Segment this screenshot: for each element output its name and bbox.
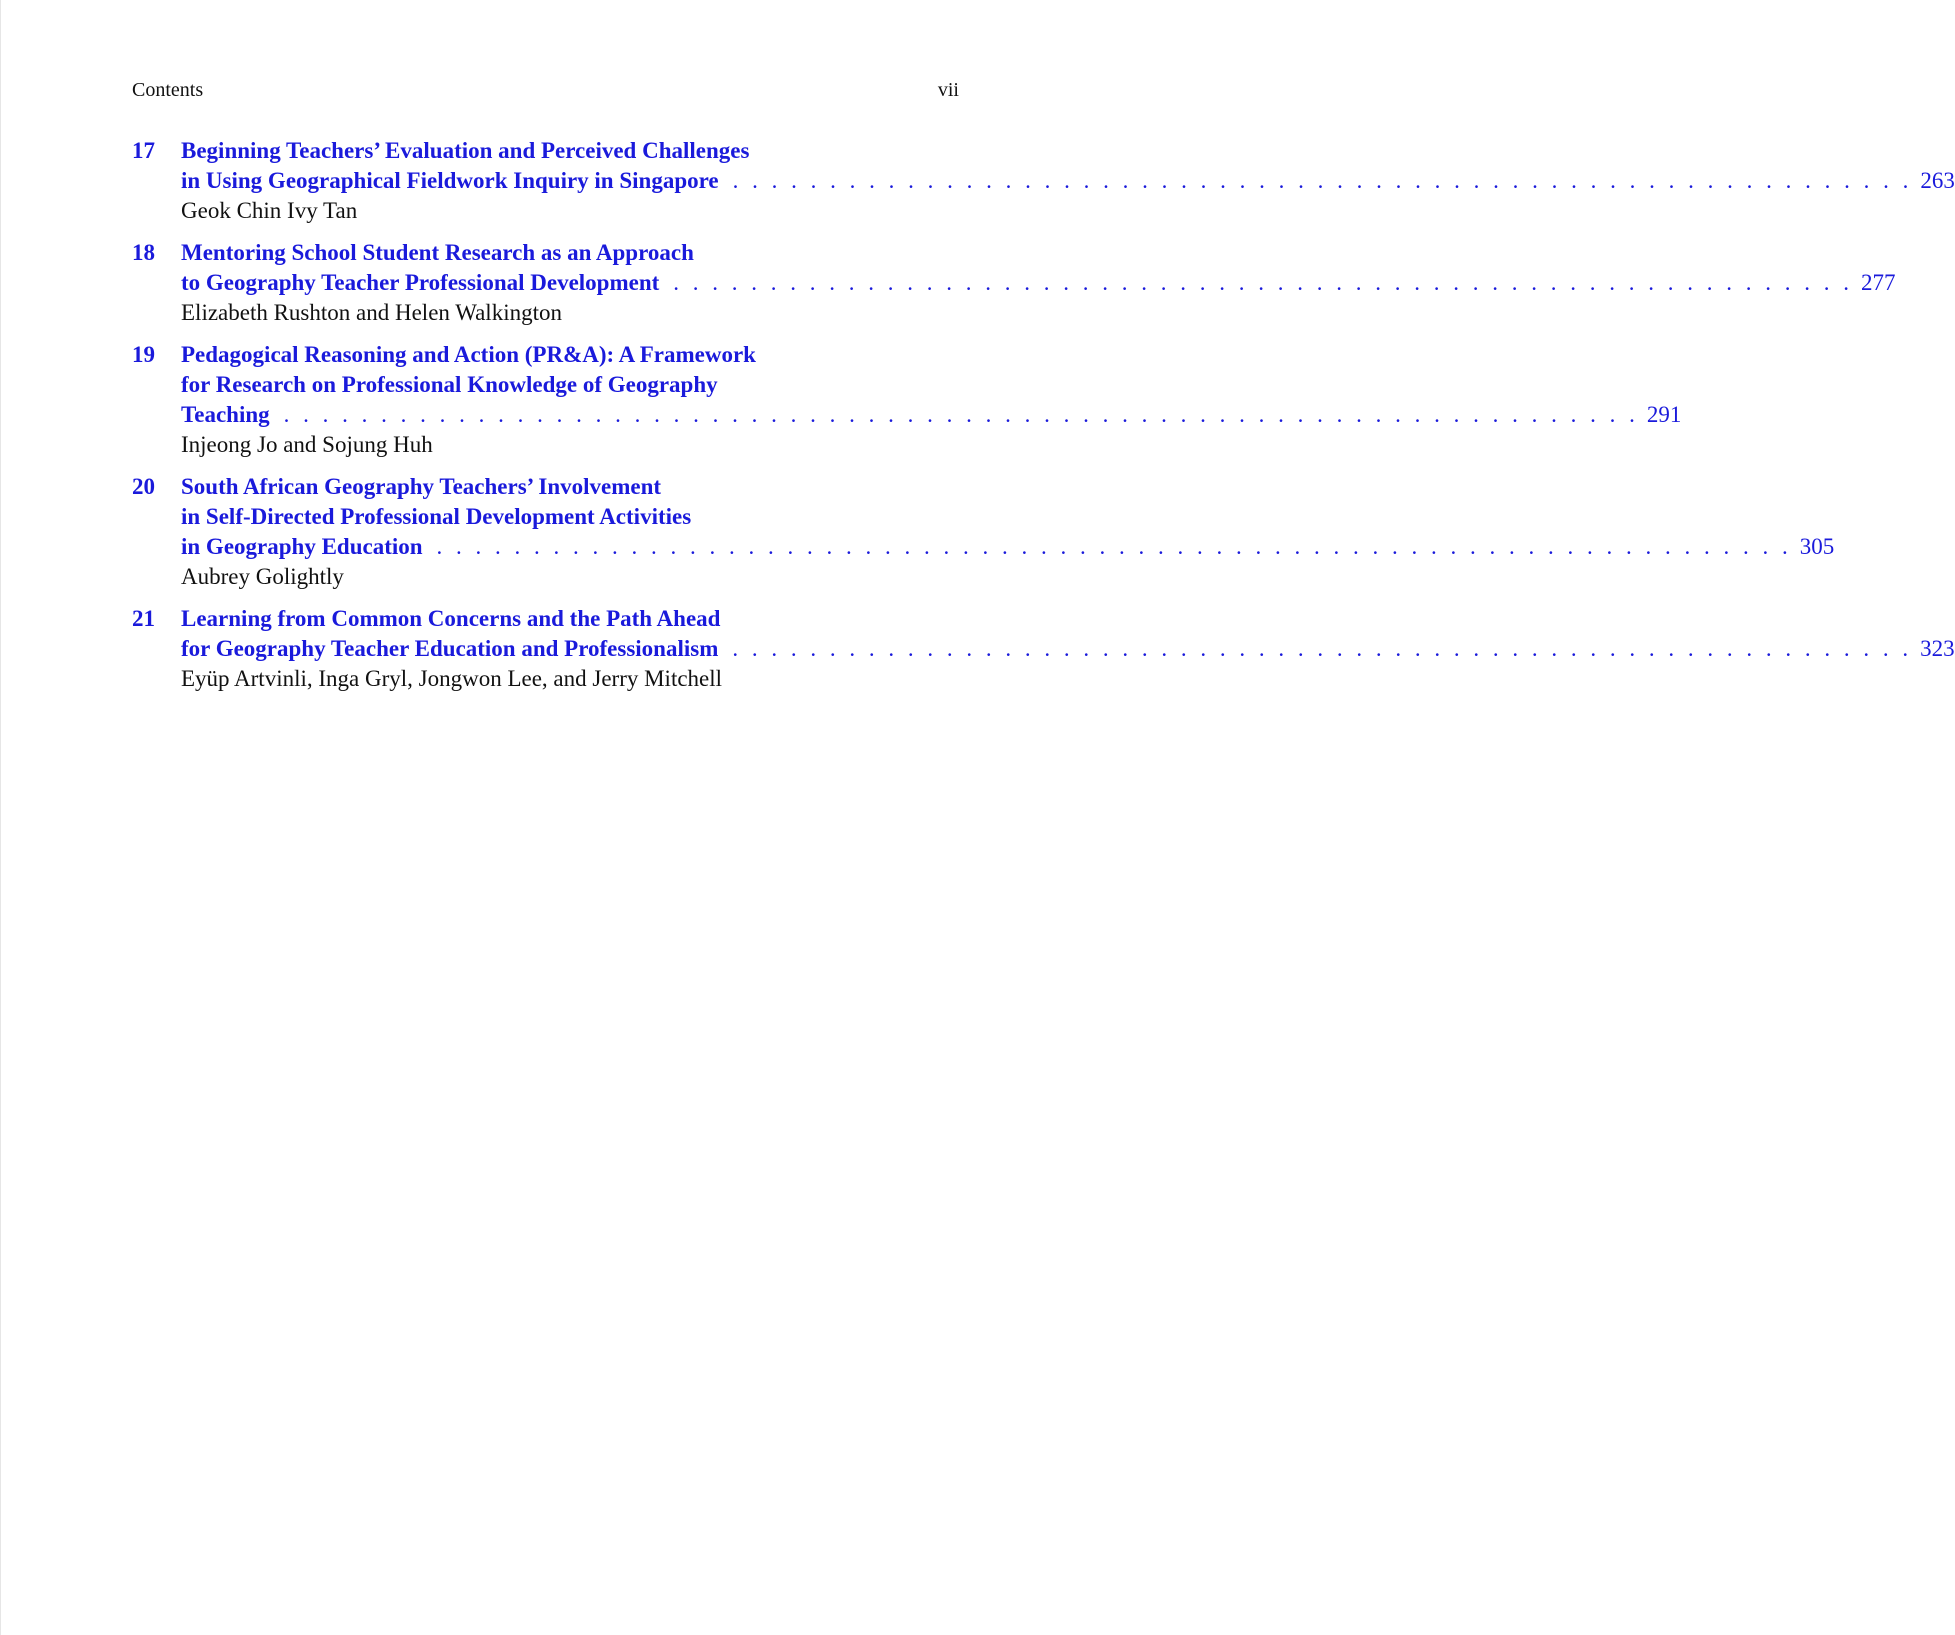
chapter-title-line[interactable]: in Self-Directed Professional Development Activities: [181, 504, 692, 529]
chapter-title-line[interactable]: in Using Geographical Fieldwork Inquiry in Singapore: [181, 168, 719, 193]
chapter-number: 19: [132, 342, 155, 367]
chapter-page-number[interactable]: 305: [1799, 534, 1835, 559]
toc-entry[interactable]: [132, 136, 1955, 226]
toc-entry[interactable]: [132, 604, 1955, 694]
chapter-title-line[interactable]: to Geography Teacher Professional Development: [181, 270, 660, 295]
chapter-number: 21: [132, 606, 155, 631]
chapter-page-number[interactable]: 323: [1920, 636, 1955, 661]
chapter-page-number[interactable]: 277: [1861, 270, 1896, 295]
chapter-authors: Aubrey Golightly: [181, 564, 344, 589]
chapter-title-line[interactable]: Learning from Common Concerns and the Path Ahead: [181, 606, 721, 631]
leader-dots: . . . . . . . . . . . . . . . . . . . . . . . . . . . . . . . . . . . . . . . . . . . . . . . . . . . . . . . . . . . . .: [732, 636, 1913, 661]
running-head: [132, 76, 959, 104]
chapter-title-line[interactable]: Beginning Teachers’ Evaluation and Perceived Challenges: [181, 138, 750, 163]
toc-entry[interactable]: [132, 340, 1682, 460]
chapter-title-line[interactable]: in Geography Education: [181, 534, 423, 559]
running-head-page-number: vii: [937, 79, 959, 101]
chapter-authors: Eyüp Artvinli, Inga Gryl, Jongwon Lee, and Jerry Mitchell: [181, 666, 723, 691]
running-head-section: Contents: [132, 79, 204, 101]
chapter-title-line[interactable]: Pedagogical Reasoning and Action (PR&A): A Framework: [181, 342, 756, 367]
chapter-authors: Geok Chin Ivy Tan: [181, 198, 358, 223]
leader-dots: . . . . . . . . . . . . . . . . . . . . . . . . . . . . . . . . . . . . . . . . . . . . . . . . . . . . . . . . . . . . . . . . . . . . . .: [436, 534, 1792, 559]
chapter-number: 17: [132, 138, 155, 163]
toc-entry[interactable]: [132, 238, 1896, 328]
chapter-page-number[interactable]: 291: [1646, 402, 1682, 427]
toc-entry[interactable]: [132, 472, 1835, 592]
chapter-title-line[interactable]: South African Geography Teachers’ Involvement: [181, 474, 662, 499]
chapter-number: 18: [132, 240, 155, 265]
chapter-title-line[interactable]: Mentoring School Student Research as an Approach: [181, 240, 694, 265]
chapter-authors: Elizabeth Rushton and Helen Walkington: [181, 300, 562, 325]
chapter-title-line[interactable]: Teaching: [181, 402, 270, 427]
leader-dots: . . . . . . . . . . . . . . . . . . . . . . . . . . . . . . . . . . . . . . . . . . . . . . . . . . . . . . . . . . . . .: [732, 168, 1913, 193]
chapter-title-line[interactable]: for Geography Teacher Education and Professionalism: [181, 636, 719, 661]
leader-dots: . . . . . . . . . . . . . . . . . . . . . . . . . . . . . . . . . . . . . . . . . . . . . . . . . . . . . . . . . . . . . . . . . . . . . .: [283, 402, 1639, 427]
chapter-page-number[interactable]: 263: [1920, 168, 1955, 193]
chapter-authors: Injeong Jo and Sojung Huh: [181, 432, 433, 457]
leader-dots: . . . . . . . . . . . . . . . . . . . . . . . . . . . . . . . . . . . . . . . . . . . . . . . . . . . . . . . . . . . . .: [673, 270, 1854, 295]
chapter-number: 20: [132, 474, 155, 499]
chapter-title-line[interactable]: for Research on Professional Knowledge of Geography: [181, 372, 718, 397]
table-of-contents: [132, 136, 1955, 706]
